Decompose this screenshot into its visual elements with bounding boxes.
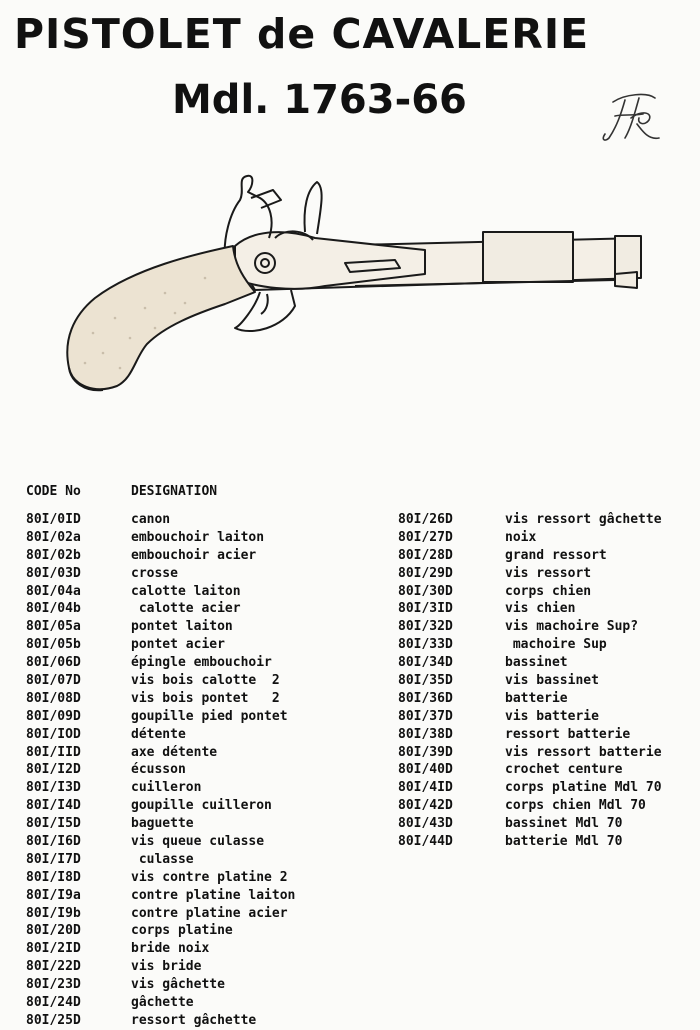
part-row	[26, 994, 356, 1012]
part-designation: batterie	[505, 690, 568, 706]
part-code: 80I/4ID	[398, 780, 453, 796]
part-code: 80I/42D	[398, 798, 453, 814]
part-designation: vis contre platine 2	[131, 869, 288, 885]
part-designation: axe détente	[131, 744, 218, 760]
part-designation: bassinet	[505, 655, 568, 671]
part-row	[26, 815, 356, 833]
part-row	[26, 869, 356, 887]
part-row	[398, 690, 698, 708]
part-row	[398, 600, 698, 618]
part-code: 80I/39D	[398, 744, 453, 760]
part-code: 80I/24D	[26, 995, 81, 1011]
part-designation: crochet centure	[505, 762, 623, 778]
part-row	[398, 654, 698, 672]
part-designation: calotte acier	[131, 601, 241, 617]
part-code: 80I/20D	[26, 923, 81, 939]
part-designation: pontet acier	[131, 637, 225, 653]
part-row	[398, 511, 698, 529]
part-code: 80I/2ID	[26, 941, 81, 957]
part-code: 80I/I6D	[26, 834, 81, 850]
part-code: 80I/35D	[398, 673, 453, 689]
part-code: 80I/3ID	[398, 601, 453, 617]
part-code: 80I/33D	[398, 637, 453, 653]
part-designation: contre platine laiton	[131, 887, 296, 903]
part-designation: grand ressort	[505, 547, 607, 563]
part-designation: gâchette	[131, 995, 194, 1011]
part-row	[26, 887, 356, 905]
part-designation: culasse	[131, 851, 194, 867]
part-code: 80I/29D	[398, 565, 453, 581]
part-code: 80I/44D	[398, 834, 453, 850]
part-code: 80I/04a	[26, 583, 81, 599]
part-designation: corps chien	[505, 583, 592, 599]
part-row	[26, 708, 356, 726]
part-code: 80I/26D	[398, 512, 453, 527]
part-row	[26, 672, 356, 690]
part-code: 80I/09D	[26, 708, 81, 724]
part-row	[26, 726, 356, 744]
part-designation: vis queue culasse	[131, 834, 265, 850]
part-designation: bassinet Mdl 70	[505, 816, 623, 832]
part-code: 80I/43D	[398, 816, 453, 832]
part-code: 80I/IID	[26, 744, 81, 760]
part-row	[26, 654, 356, 672]
part-designation: cuilleron	[131, 780, 202, 796]
column-header-designation: DESIGNATION	[131, 484, 218, 499]
part-code: 80I/05a	[26, 619, 81, 635]
part-designation: vis ressort batterie	[505, 744, 662, 760]
part-row	[398, 636, 698, 654]
part-row	[26, 636, 356, 654]
part-row	[26, 529, 356, 547]
part-code: 80I/34D	[398, 655, 453, 671]
part-row	[398, 529, 698, 547]
part-row	[398, 761, 698, 779]
part-row	[398, 833, 698, 851]
part-code: 80I/25D	[26, 1012, 81, 1028]
part-row	[398, 672, 698, 690]
part-designation: crosse	[131, 565, 178, 581]
part-row	[398, 618, 698, 636]
part-code: 80I/06D	[26, 655, 81, 671]
part-designation: noix	[505, 529, 537, 545]
part-row	[26, 833, 356, 851]
part-row	[26, 958, 356, 976]
part-row	[26, 600, 356, 618]
part-designation: goupille pied pontet	[131, 708, 288, 724]
part-code: 80I/23D	[26, 977, 81, 993]
part-row	[398, 726, 698, 744]
column-header-code: CODE No	[26, 484, 81, 499]
part-code: 80I/05b	[26, 637, 81, 653]
part-designation: embouchoir acier	[131, 547, 257, 563]
part-designation: contre platine acier	[131, 905, 288, 921]
part-code: 80I/0ID	[26, 512, 81, 527]
part-designation: ressort gâchette	[131, 1012, 257, 1028]
part-row	[398, 779, 698, 797]
part-designation: bride noix	[131, 941, 210, 957]
parts-list-right	[398, 511, 698, 851]
part-designation: machoire Sup	[505, 637, 607, 653]
part-designation: vis ressort	[505, 565, 592, 581]
part-row	[26, 1012, 356, 1030]
part-row	[26, 511, 356, 529]
part-row	[26, 583, 356, 601]
flintlock-pistol-drawing	[55, 168, 655, 413]
part-code: 80I/27D	[398, 529, 453, 545]
part-row	[398, 797, 698, 815]
part-designation: goupille cuilleron	[131, 798, 272, 814]
part-designation: vis machoire Sup?	[505, 619, 639, 635]
part-code: 80I/04b	[26, 601, 81, 617]
part-designation: vis bois calotte 2	[131, 673, 280, 689]
part-row	[26, 690, 356, 708]
part-row	[26, 976, 356, 994]
part-row	[398, 547, 698, 565]
part-designation: écusson	[131, 762, 186, 778]
part-row	[398, 583, 698, 601]
part-row	[26, 851, 356, 869]
part-code: 80I/07D	[26, 673, 81, 689]
part-row	[26, 922, 356, 940]
part-code: 80I/30D	[398, 583, 453, 599]
part-code: 80I/38D	[398, 726, 453, 742]
part-code: 80I/I4D	[26, 798, 81, 814]
part-row	[398, 815, 698, 833]
part-designation: vis bois pontet 2	[131, 690, 280, 706]
part-designation: corps platine Mdl 70	[505, 780, 662, 796]
part-code: 80I/32D	[398, 619, 453, 635]
part-code: 80I/40D	[398, 762, 453, 778]
part-designation: embouchoir laiton	[131, 529, 265, 545]
part-row	[26, 905, 356, 923]
part-designation: canon	[131, 512, 171, 527]
model-subtitle: Mdl. 1763-66	[172, 77, 467, 123]
part-designation: baguette	[131, 816, 194, 832]
part-code: 80I/22D	[26, 959, 81, 975]
part-designation: épingle embouchoir	[131, 655, 272, 671]
part-code: 80I/IOD	[26, 726, 81, 742]
part-designation: corps chien Mdl 70	[505, 798, 646, 814]
part-code: 80I/03D	[26, 565, 81, 581]
part-code: 80I/I8D	[26, 869, 81, 885]
part-row	[26, 547, 356, 565]
part-designation: corps platine	[131, 923, 233, 939]
part-designation: vis bride	[131, 959, 202, 975]
parts-list-left	[26, 511, 356, 1030]
part-row	[26, 618, 356, 636]
part-row	[26, 797, 356, 815]
part-designation: vis bassinet	[505, 673, 599, 689]
part-code: 80I/I7D	[26, 851, 81, 867]
part-designation: calotte laiton	[131, 583, 241, 599]
part-designation: batterie Mdl 70	[505, 834, 623, 850]
part-row	[26, 744, 356, 762]
part-code: 80I/08D	[26, 690, 81, 706]
part-designation: vis ressort gâchette	[505, 512, 662, 527]
part-row	[398, 708, 698, 726]
part-designation: ressort batterie	[505, 726, 631, 742]
part-code: 80I/I5D	[26, 816, 81, 832]
script-monogram-signature	[595, 88, 665, 148]
part-code: 80I/37D	[398, 708, 453, 724]
part-code: 80I/36D	[398, 690, 453, 706]
part-row	[26, 940, 356, 958]
part-row	[26, 565, 356, 583]
part-designation: détente	[131, 726, 186, 742]
part-designation: vis chien	[505, 601, 576, 617]
part-code: 80I/02b	[26, 547, 81, 563]
part-row	[26, 779, 356, 797]
part-code: 80I/02a	[26, 529, 81, 545]
part-code: 80I/I9a	[26, 887, 81, 903]
part-code: 80I/28D	[398, 547, 453, 563]
part-row	[398, 744, 698, 762]
part-code: 80I/I9b	[26, 905, 81, 921]
part-code: 80I/I3D	[26, 780, 81, 796]
part-code: 80I/I2D	[26, 762, 81, 778]
part-designation: vis gâchette	[131, 977, 225, 993]
part-row	[398, 565, 698, 583]
part-designation: pontet laiton	[131, 619, 233, 635]
part-designation: vis batterie	[505, 708, 599, 724]
page-title: PISTOLET de CAVALERIE	[14, 10, 590, 58]
part-row	[26, 761, 356, 779]
